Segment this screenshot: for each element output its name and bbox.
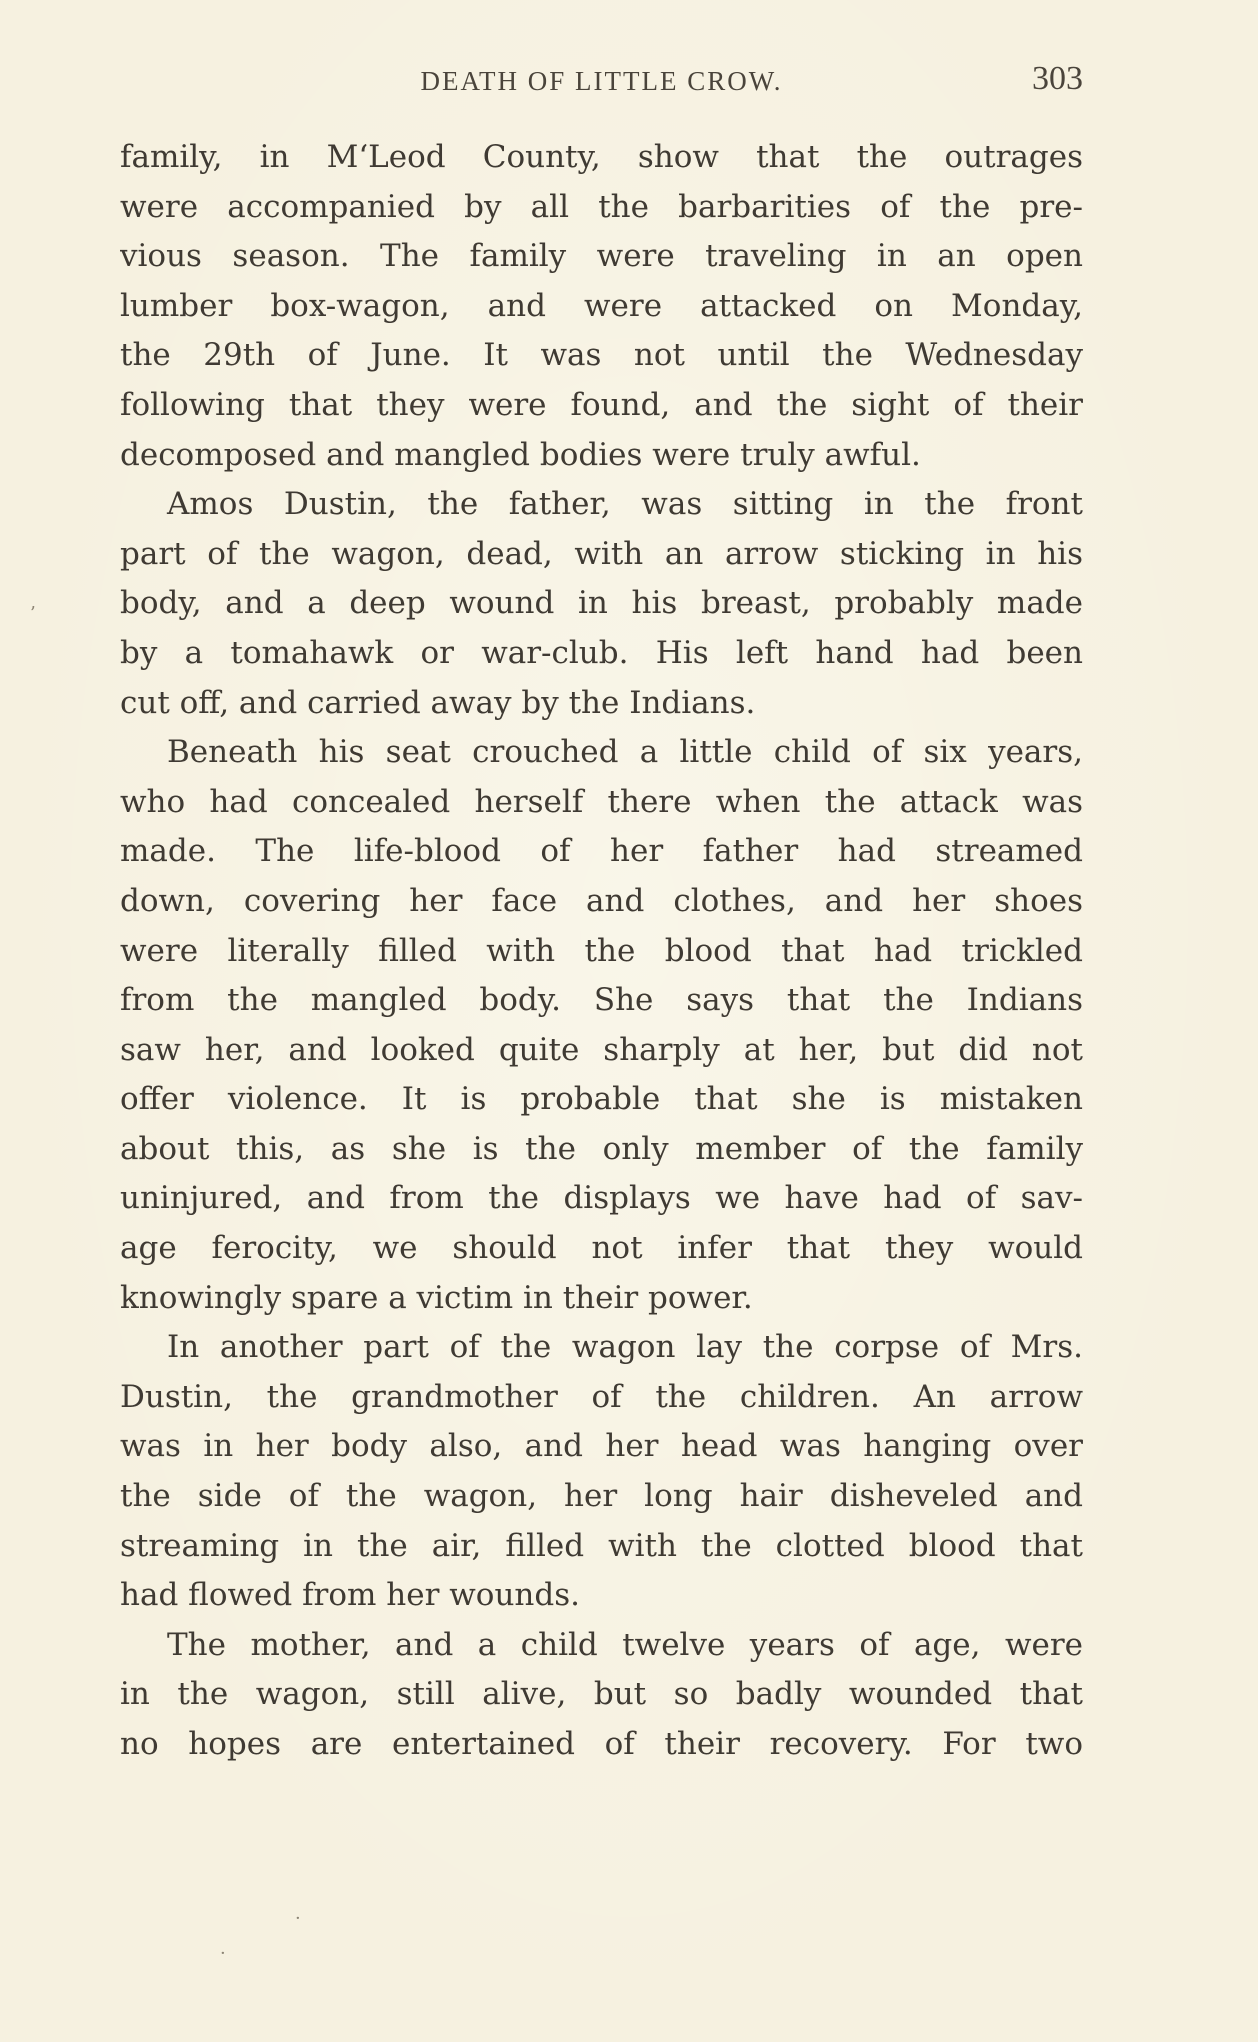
text-line: body, and a deep wound in his breast, probably made (120, 585, 1083, 622)
text-line: offer violence. It is probable that she is mistaken (120, 1081, 1083, 1118)
page-number: 303 (1032, 60, 1083, 97)
paragraph-first-line: The mother, and a child twelve years of age, were (167, 1626, 1083, 1663)
paragraph-first-line: Amos Dustin, the father, was sitting in the front (167, 486, 1083, 523)
text-line: vious season. The family were traveling in an open (120, 238, 1083, 275)
text-line: saw her, and looked quite sharply at her, but did not (120, 1031, 1083, 1068)
text-line: down, covering her face and clothes, and her shoes (120, 882, 1083, 919)
text-line: cut off, and carried away by the Indians. (120, 684, 756, 721)
text-line: the 29th of June. It was not until the Wednesday (120, 337, 1083, 374)
paper-speck: · (220, 1943, 226, 1964)
text-line: was in her body also, and her head was hanging over (120, 1428, 1083, 1465)
text-line: knowingly spare a victim in their power. (120, 1279, 753, 1316)
text-line: following that they were found, and the sight of their (120, 386, 1083, 423)
paper-speck: · (295, 1908, 301, 1929)
paragraph-first-line: Beneath his seat crouched a little child of six years, (167, 734, 1083, 771)
paragraph-first-line: In another part of the wagon lay the corpse of Mrs. (167, 1329, 1083, 1366)
text-line: streaming in the air, filled with the clotted blood that (120, 1527, 1083, 1564)
body-text (120, 133, 1083, 1770)
text-line: no hopes are entertained of their recovery. For two (120, 1726, 1083, 1762)
text-line: made. The life-blood of her father had streamed (120, 833, 1083, 870)
text-line: decomposed and mangled bodies were truly awful. (120, 436, 921, 473)
text-line: uninjured, and from the displays we have had of sav- (120, 1180, 1083, 1217)
text-line: about this, as she is the only member of the family (120, 1130, 1083, 1167)
text-line: the side of the wagon, her long hair disheveled and (120, 1478, 1083, 1515)
chapter-title: DEATH OF LITTLE CROW. (420, 66, 783, 96)
text-line: Dustin, the grandmother of the children. An arrow (120, 1378, 1083, 1415)
text-line: who had concealed herself there when the attack was (120, 783, 1083, 820)
paper-speck: ’ (30, 603, 36, 624)
text-line: were literally filled with the blood that had trickled (120, 932, 1083, 969)
text-line: family, in M‘Leod County, show that the outrages (120, 139, 1083, 175)
text-line: by a tomahawk or war-club. His left hand had been (120, 634, 1083, 671)
text-line: lumber box-wagon, and were attacked on Monday, (120, 287, 1083, 324)
running-header (120, 60, 1083, 104)
text-line: were accompanied by all the barbarities of the pre- (120, 188, 1083, 225)
text-line: part of the wagon, dead, with an arrow sticking in his (120, 535, 1083, 572)
text-line: age ferocity, we should not infer that they would (120, 1230, 1083, 1267)
text-line: had flowed from her wounds. (120, 1577, 580, 1614)
text-line: in the wagon, still alive, but so badly wounded that (120, 1676, 1083, 1713)
text-line: from the mangled body. She says that the Indians (120, 982, 1083, 1019)
